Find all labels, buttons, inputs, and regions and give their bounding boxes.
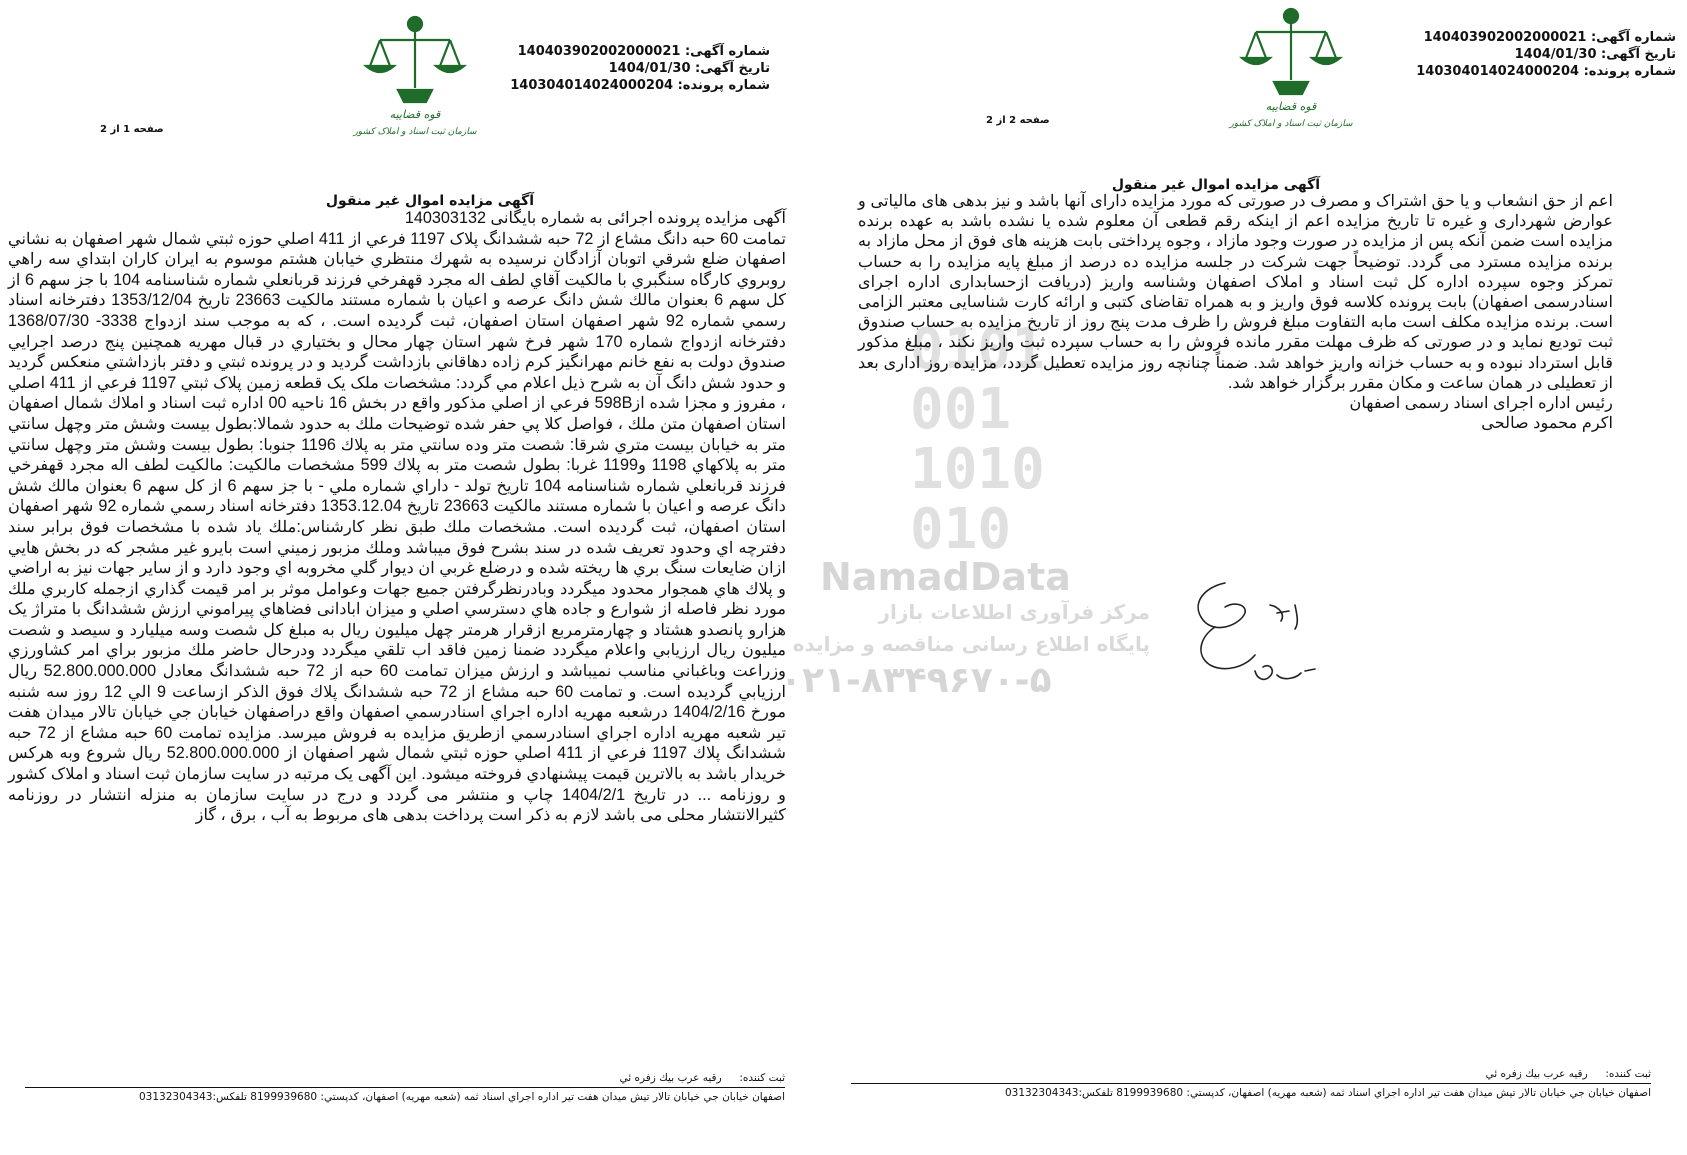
handwritten-signature-icon (1185, 575, 1335, 705)
archive-line: آگهی مزایده پرونده اجرائی به شماره بایگانی 140303132 (404, 209, 786, 227)
notice-meta (510, 43, 770, 94)
notice-title: آگهی مزایده اموال غیر منقول (1111, 177, 1321, 193)
emblem-org-line-1: قوه قضاییه (1265, 100, 1317, 113)
notice-date-label: تاریخ آگهی: (1601, 47, 1676, 62)
notice-number-label: شماره آگهی: (684, 44, 770, 59)
judiciary-emblem-icon (350, 10, 480, 140)
notice-date: 1404/01/30 (608, 61, 691, 76)
notice-number-label: شماره آگهی: (1590, 30, 1676, 45)
case-number-label: شماره پرونده: (1583, 64, 1676, 79)
notice-date-label: تاریخ آگهی: (695, 61, 770, 76)
registrar-line (25, 1072, 785, 1084)
property-description: تمامت 60 حبه دانگ مشاع از 72 حبه ششدانگ پلاک 1197 فرعي از 411 اصلي حوزه ثبتي شمال شهر اصفهان به نشاني اصفهان ضلع شرقي اتوبان آزادگان نرسيده به شهرك منتظري خيابان هشتم موسوم به ايران كاران ابتداي سه راهي روبروي كارگاه سنگبري با مالكيت آقاي لطف اله مجرد قهفرخي فرزند قربانعلي شماره شناسنامه 104 با جز سهم 6 از كل سهم 6 بعنوان مالك شش دانگ عرصه و اعيان با شماره مستند مالكيت 23663 تاريخ 1353/12/04 دفترخانه اسناد رسمي شماره 92 شهر اصفهان استان اصفهان، ثبت گرديده است. ، كه به موجب سند ازدواج 3338- 1368/07/30 دفترخانه ازدواج شماره 170 شهر فرخ شهر استان چهار محال و بختياري در قبال مهريه همچنين پنج درصد اجرايي صندوق دولت به نفع خانم مهرانگيز كرم زاده دهاقاني بازداشت گرديد و در پرونده ثبتي و دفتر بازداشتي منعكس گرديد و حدود شش دانگ آن به شرح ذيل اعلام مي گردد: مشخصات ملک يک قطعه زمين پلاک ثبتي 1197 فرعي از 411 اصلي ، مفروز و مجزا شده از598B فرعي از اصلي مذكور واقع در بخش 16 ناحيه 00 اداره ثبت اسناد و املاك شمال اصفهان استان اصفهان متن ملك ، فواصل كلا پي حفر شده توضيحات ملك به حدود شمالا:بطول بيست وشش متر وچهل سانتي متر به خيابان بيست متري شرقا: شصت متر وده سانتي متر به پلاك 1196 جنوبا: بطول بيست وشش متر وچهل سانتي متر به پلاكهاي 1198 و1199 غربا: بطول شصت متر به پلاك 599 مشخصات مالکيت: مالكيت لطف اله مجرد قهفرخي فرزند قربانعلي شماره شناسنامه 104 تاريخ تولد - داراي شماره ملي - با جز سهم 6 از كل سهم 6 بعنوان مالك شش دانگ عرصه و اعيان با شماره مستند مالكيت 23663 تاريخ 1353.12.04 دفترخانه اسناد رسمي شماره 92 شهر اصفهان استان اصفهان، ثبت گرديده است. مشخصات ملك طبق نظر كارشناس:ملك ياد شده با مشخصات فوق برابر سند دفترچه اي وحدود تعريف شده در سند بشرح فوق ميباشد وملك مزبور زميني است بايرو غير مشجر كه در بخش هايي ازان ضايعات سنگ بري ها ريخته شده و درضلع غربي ان ديوار گلي مخروبه اي وجود دارد و از ساير جهات نيز به اراضي و پلاك هاي همجوار محدود ميگردد وبادرنظرگرفتن جميع جهات وعوامل موثر بر امر قيمت گذاري ازجمله كاربري ملك مورد نظر فاصله از شوارع و جاده هاي دسترسي اصلي و ميزان ابادانی فضاهاي پيراموني ارزش ششدانگ با متراژ يک هزارو پانصدو هشتاد و چهارمترمربع ازقرار هرمتر چهل ميليون ريال به مبلغ كل شصت وسه ميليارد و سيصد و شصت ميليون ريال ارزيابي واعلام ميگردد ضمنا زمين فاقد اب تلقي ميگردد ودرحال حاضر ملك مزبور براي امر كشاورزي وزراعت وباغباني مناسب نميباشد و ارزش ميزان تمامت 60 حبه از 72 حبه ششدانگ معادل 52.800.000.000 ريال ارزيابي گرديده است. و تمامت 60 حبه مشاع از 72 حبه ششدانگ پلاك فوق الذكر ازساعت 9 الي 12 روز سه شنبه مورخ 1404/2/16 درشعبه مهريه اداره اجراي اسنادرسمي اصفهان واقع دراصفهان خيابان جي خيابان تالار ميدان هفت تير شعبه مهريه اداره اجراي اسنادرسمي ازطريق مزايده به فروش ميرسد. مزايده تمامت 60 حبه مشاع از 72 حبه ششدانگ پلاك 1197 فرعي از 411 اصلي حوزه ثبتي شمال شهر اصفهان از 52.800.000.000 ريال شروع وبه هركس خريدار باشد به بالاترين قيمت پيشنهادي فروخته ميشود. این آگهی یک مرتبه در سایت سازمان ثبت اسناد و املاک کشور و روزنامه ... در تاریخ 1404/2/1 چاپ و منتشر می گردد و درج در سایت سازمان به منزله انتشار در روزنامه کثیرالانتشار محلی می باشد لازم به ذکر است پرداخت بدهی های مربوط به آب ، برق ، گاز (7, 229, 787, 825)
registrar-name: رقيه عرب بيك زفره ئي (619, 1072, 722, 1084)
footer (851, 1068, 1651, 1099)
case-number: 140304014024000204 (1416, 64, 1580, 79)
notice-number-row (1406, 29, 1676, 46)
notice-title: آگهی مزایده اموال غیر منقول (325, 193, 535, 209)
notice-date-row (1406, 46, 1676, 63)
registrar-label: ثبت کننده: (739, 1072, 785, 1084)
case-number-row (1406, 63, 1676, 80)
watermark-digits: 0101 001 1010 010 (910, 317, 1045, 562)
watermark-tagline-2: پایگاه اطلاع رسانی مناقصه و مزایده (792, 632, 1150, 656)
notice-number: 140403902002000021 (517, 44, 681, 59)
notice-number-row (517, 43, 770, 60)
notice-date-row (525, 60, 770, 77)
case-number: 140304014024000204 (510, 78, 674, 93)
notice-date: 1404/01/30 (1514, 47, 1597, 62)
registrar-name: رقيه عرب بيك زفره ئي (1485, 1068, 1588, 1080)
notice-number: 140403902002000021 (1423, 30, 1587, 45)
footer-divider (851, 1083, 1651, 1084)
page-number: صفحه 1 از 2 (100, 124, 164, 135)
footer (25, 1072, 785, 1103)
page-number: صفحه 2 از 2 (986, 115, 1050, 126)
registrar-label: ثبت کننده: (1605, 1068, 1651, 1080)
watermark-brand: NamadData (820, 555, 1071, 599)
notice-body (858, 191, 1613, 433)
footer-divider (25, 1087, 785, 1088)
watermark-phone: ۰۲۱-۸۳۴۹۶۷۰-۵ (780, 660, 1052, 701)
emblem-org-line-2: سازمان ثبت اسناد و املاک کشور (1229, 119, 1353, 129)
signer-title: رئیس اداره اجرای اسناد رسمی اصفهان (1349, 394, 1613, 413)
judiciary-emblem-icon (1226, 2, 1356, 132)
emblem-org-line-2: سازمان ثبت اسناد و املاک کشور (353, 127, 477, 137)
office-address: اصفهان خيابان جي خيابان تالار تيش ميدان هفت تير اداره اجراي اسناد ثمه (شعبه مهريه) اصفهان، كدپستي: 8199939680 تلفكس:03132304343 (1005, 1087, 1651, 1099)
watermark-tagline-1: مرکز فرآوری اطلاعات بازار (878, 600, 1150, 624)
notice-body (8, 208, 786, 826)
signer-name: اکرم محمود صالحی (1481, 414, 1613, 433)
registrar-line (851, 1068, 1651, 1080)
auction-terms: اعم از حق انشعاب و یا حق اشتراک و مصرف در صورتی که مورد مزایده دارای آنها باشد و نیز بدهی های مالیاتی و عوارض شهرداری و غیره تا تاریخ مزایده اعم از اینکه رقم قطعی آن معلوم شده یا نشده باشد به عهده برنده مزایده است ضمن آنکه پس از مزایده در صورت وجود مازاد ، وجوه پرداختی بابت هزینه های فوق از محل مازاد به برنده مزایده مسترد می گردد. توضیحاً جهت شرکت در جلسه مزایده ده درصد از مبلغ پایه مزایده را به حساب تمرکز وجوه سپرده اداره کل ثبت اسناد و املاک اصفهان وشناسه واریز (دریافت ازحسابداری اداره اجرای اسنادرسمی اصفهان) بابت پرونده کلاسه فوق واریز و به همراه تقاضای کتبی و ارائه کارت شناسایی معتبر الزامی است. برنده مزایده مکلف است مابه التفاوت مبلغ فروش را ظرف مدت پنج روز از تاریخ مزایده به حساب صندوق ثبت تودیع نماید و در صورتی که ظرف مهلت مقرر مانده فروش را به حساب سپرده ثبت واریز نکند ، مبلغ مذکور قابل استرداد نبوده و به حساب خزانه واریز خواهد شد. ضمناً چنانچه روز مزایده تعطیل گردد، مزایده روز اداری بعد از تعطیلی در همان ساعت و مکان مقرر برگزار خواهد شد. (858, 192, 1613, 392)
case-number-label: شماره پرونده: (677, 78, 770, 93)
emblem-org-line-1: قوه قضاییه (389, 108, 441, 121)
office-address: اصفهان خيابان جي خيابان تالار تيش ميدان هفت تير اداره اجراي اسناد ثمه (شعبه مهريه) اصفهان، كدپستي: 8199939680 تلفكس:03132304343 (139, 1091, 785, 1103)
notice-meta (1406, 29, 1676, 80)
case-number-row (510, 77, 770, 94)
